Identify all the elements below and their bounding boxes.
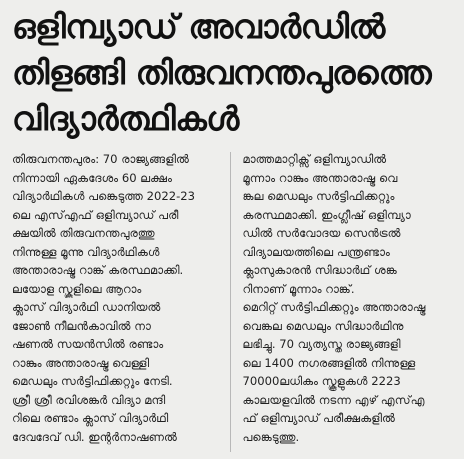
text-line: അന്താരാഷ്ട്ര റാങ്ക് കരസ്ഥമാക്കി. [12,263,184,277]
text-line: പങ്കെടുത്തു. [242,429,300,444]
text-line: കരസ്ഥമാക്കി. ഇംഗ്ലീഷ് ഒളിമ്പ്യാ [242,207,411,222]
text-line: മെറിറ്റ് സർട്ടിഫിക്കറ്റും അന്താരാഷ്ട്ര [242,300,426,314]
text-line: നിന്നുള്ള മൂന്നു വിദ്യാർഥികൾ [12,244,160,259]
text-line: മാത്തമാറ്റിക്സ് ഒളിമ്പ്യാഡിൽ [242,152,387,166]
headline [12,4,454,142]
text-line: ശ്രീ ശ്രീ രവിശങ്കർ വിദ്യാ മന്ദി [12,392,166,407]
text-line: മെഡലും സർട്ടിഫിക്കറ്റും നേടി. [12,374,173,388]
text-line: റാങ്കും അന്താരാഷ്ട്ര വെള്ളി [12,355,150,370]
text-line: ക്ലാസ് വിദ്യാർഥി ഡാനിയൽ [12,300,161,314]
text-line: മൂന്നാം റാങ്കും അന്താരാഷ്ട്ര വെ [242,170,398,185]
text-line: നിന്നായി ഏകദേശം 60 ലക്ഷം [12,170,172,185]
text-line: ഫ് ഒളിമ്പ്യാഡ് പരീക്ഷകളിൽ [242,411,395,425]
text-line: വെങ്കല മെഡലും സിദ്ധാർഥിനു [242,318,404,333]
text-line: ഡിൽ സർവോദയ സെൻട്രൽ [242,226,401,240]
text-line: തിരുവനന്തപുരം: 70 രാജ്യങ്ങളിൽ [12,152,189,166]
text-line: ജോൺ നീലൻകാവിൽ നാ [12,318,151,333]
text-line: 70000ലധികം സ്കൂളുകൾ 2223 [242,374,401,388]
headline-line: ഒളിമ്പ്യാഡ് അവാർഡിൽ [12,7,385,46]
headline-line: വിദ്യാർത്ഥികൾ [12,99,239,138]
column-divider [230,152,231,452]
article-column-left [12,150,224,452]
text-line: കാലയളവിൽ നടന്ന എഴ് എസ്എ [242,392,425,407]
text-line: ലെ എസ്എഫ് ഒളിമ്പ്യാഡ് പരീ [12,207,179,222]
text-line: ലഭിച്ചു. 70 വ്യത്യസ്ത രാജ്യങ്ങളി [242,337,401,351]
text-line: ലെ 1400 നഗരങ്ങളിൽ നിന്നുള്ള [242,355,416,370]
text-line: വിദ്യാലയത്തിലെ പന്ത്രണ്ടാം [242,244,390,259]
text-line: ലയോള സ്കൂളിലെ ആറാം [12,281,142,296]
article-column-right [237,150,455,452]
text-line: റിലെ രണ്ടാം ക്ലാസ് വിദ്യാർഥി [12,411,169,425]
text-line: റിനാണ് മൂന്നാം റാങ്ക്. [242,281,355,296]
article-body [12,150,454,452]
headline-line: തിളങ്ങി തിരുവനന്തപുരത്തെ [12,53,432,92]
text-line: ങ്കല മെഡലും സർട്ടിഫിക്കറ്റും [242,189,395,203]
text-line: ക്ലാസുകാരൻ സിദ്ധാർഥ് ശങ്ക [242,263,397,277]
text-line: ക്ഷയിൽ തിരുവനന്തപുരത്തു [12,226,155,240]
text-line: വിദ്യാർഥികൾ പങ്കെടുത്ത 2022-23 [12,189,196,203]
text-line: ദേവദേവ് ഡി. ഇന്റർനാഷണൽ [12,429,177,444]
text-line: ഷണൽ സയൻസിൽ രണ്ടാം [12,337,164,351]
